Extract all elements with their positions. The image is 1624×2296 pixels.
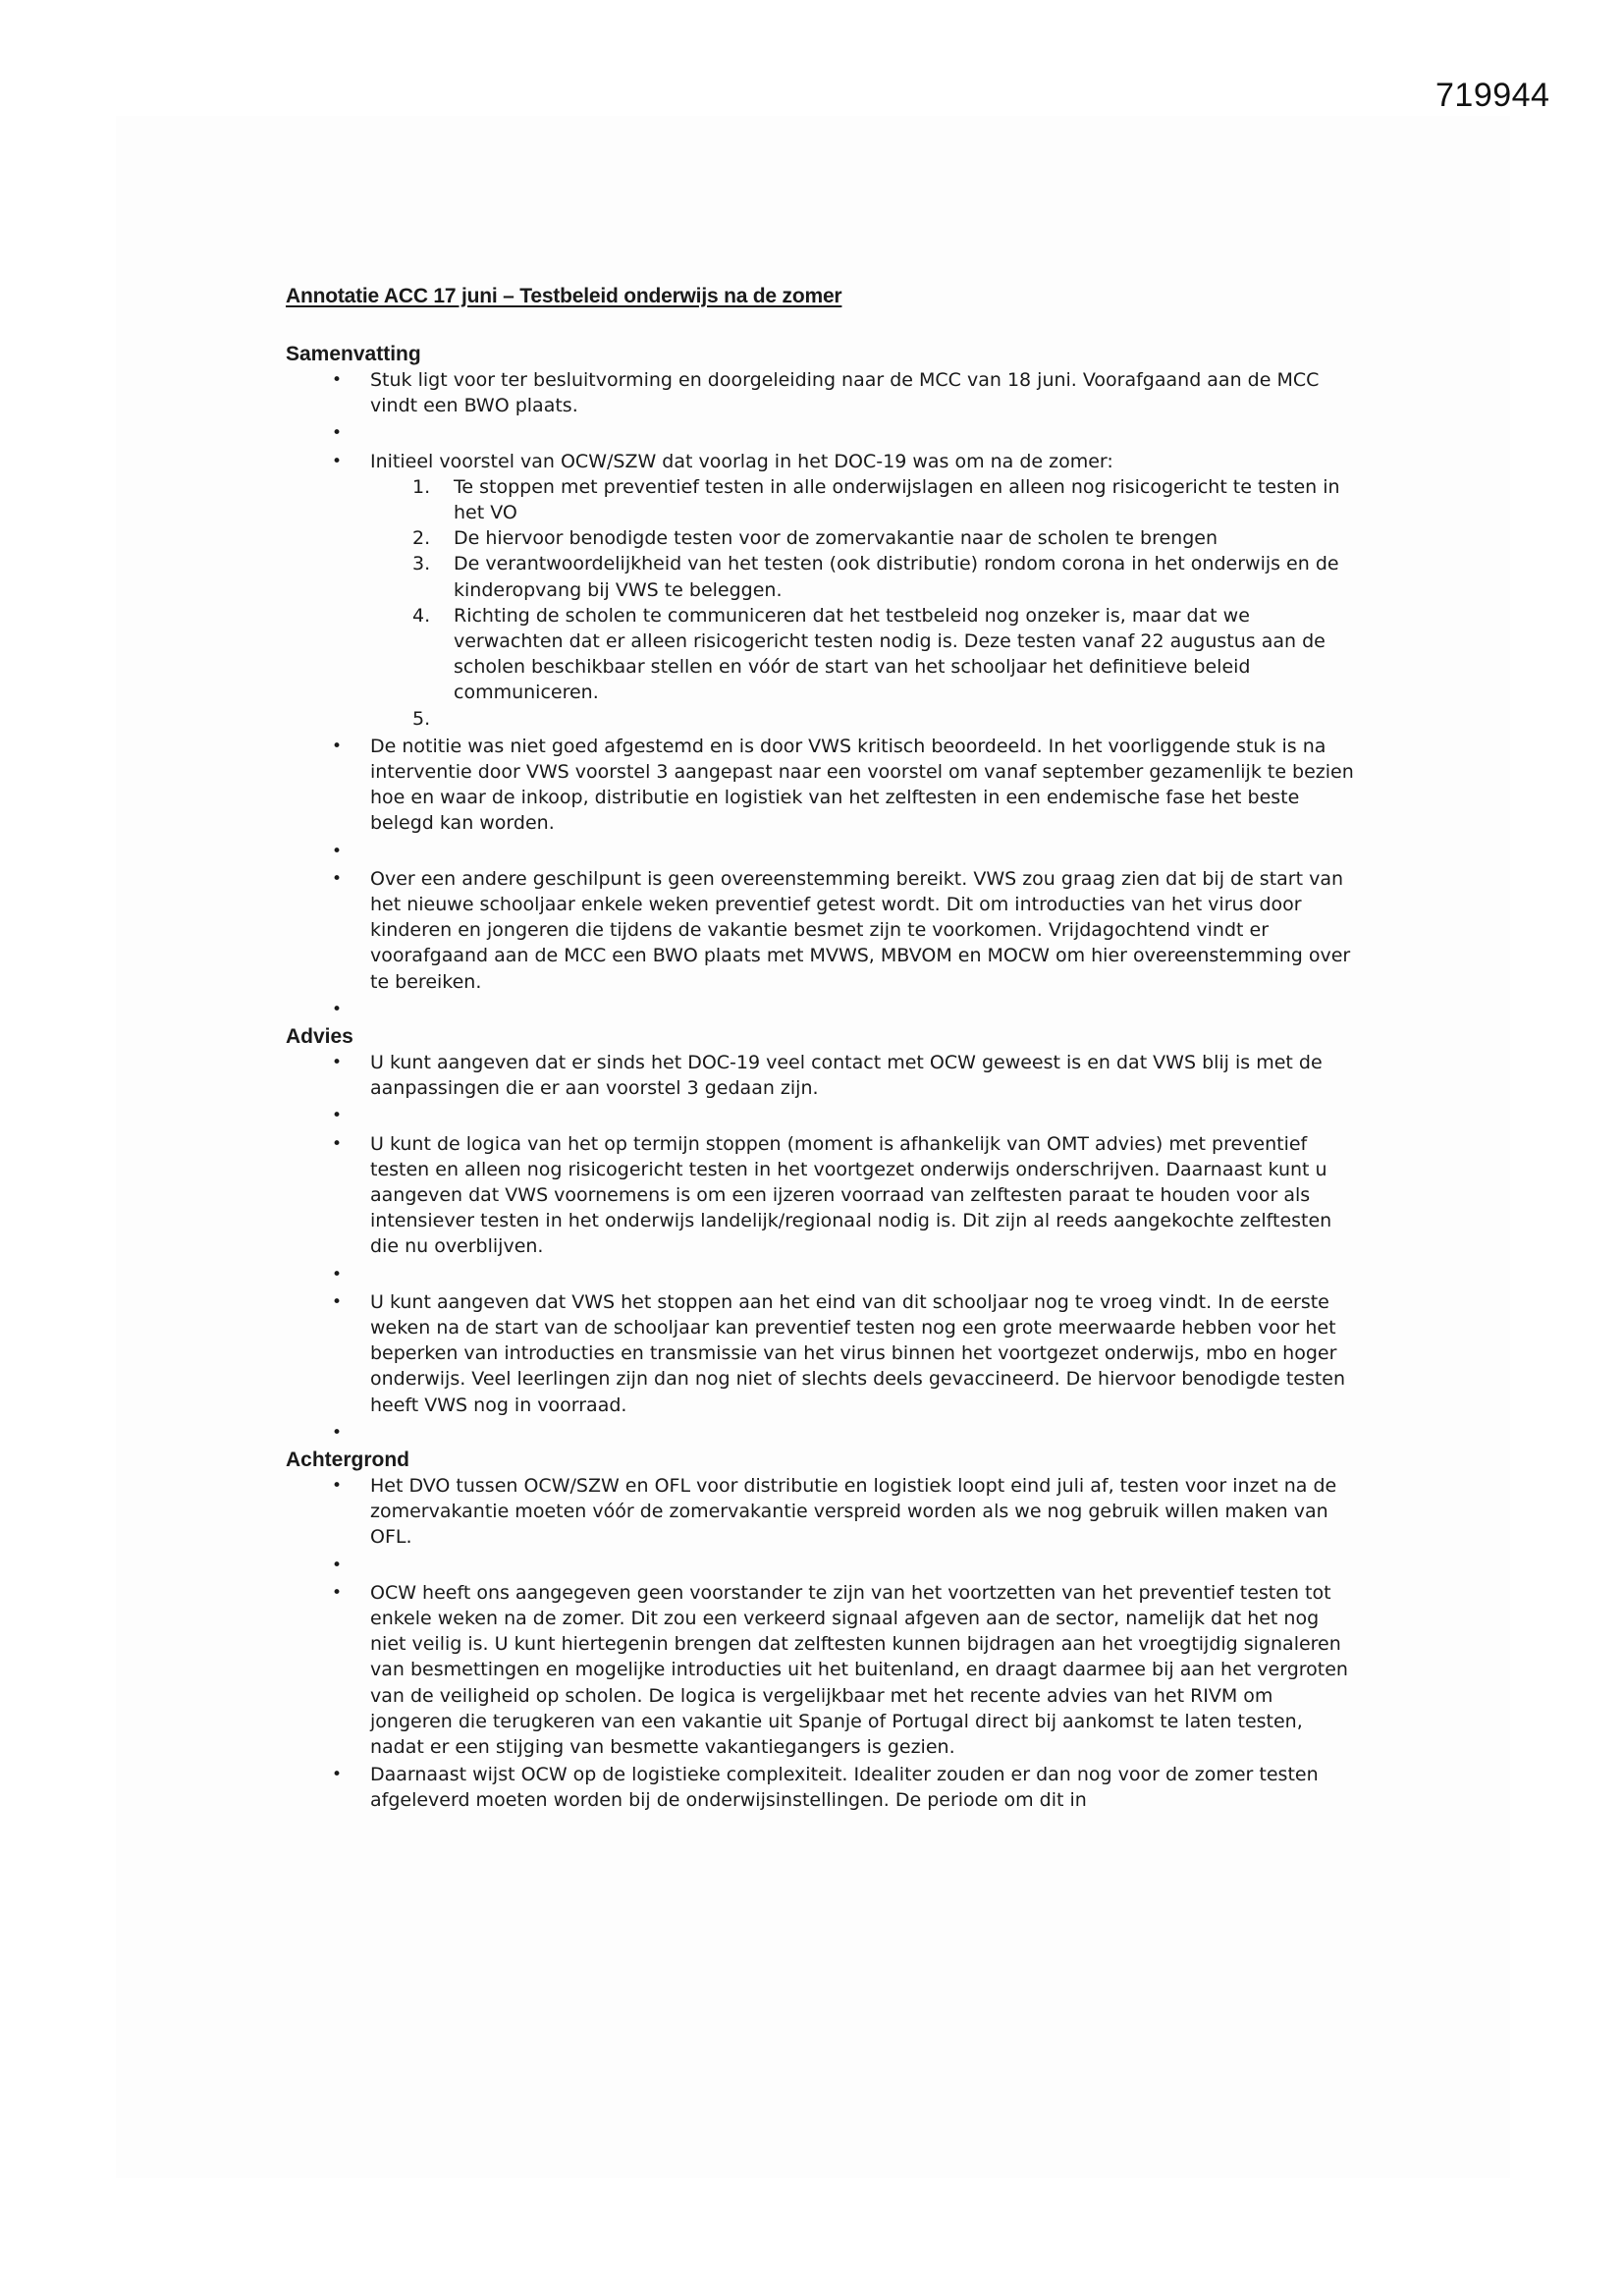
bullet-icon: • xyxy=(332,1264,343,1285)
document-number: 719944 xyxy=(1435,77,1550,114)
bullet-icon: • xyxy=(332,1053,343,1073)
list-item xyxy=(286,449,1356,732)
item-number: 4. xyxy=(412,604,431,627)
numbered-item xyxy=(370,474,1356,525)
bullet-icon: • xyxy=(332,1422,343,1443)
bullet-list xyxy=(286,367,1356,1022)
numbered-item xyxy=(370,706,1356,732)
section-achtergrond xyxy=(286,1448,1356,1814)
list-item xyxy=(286,1050,1356,1101)
list-item xyxy=(286,1131,1356,1260)
bullet-list xyxy=(286,1050,1356,1446)
list-item-text: OCW heeft ons aangegeven geen voorstander te zijn van het voortzetten van het preventief testen tot enkele weken na de zomer. Dit zou een verkeerd signaal afgeven aan de sector, namelijk dat het nog niet veilig is. U kunt hiertegenin brengen dat zelftesten kunnen bijdragen aan het vroegtijdig signaleren van besmettingen en mogelijke introducties uit het buitenland, en draagt daarmee bij aan het vergroten van de veiligheid op scholen. De logica is vergelijkbaar met het recente advies van het RIVM om jongeren die terugkeren van een vakantie uit Spanje of Portugal direct bij aankomst te laten testen, nadat er een stijging van besmette vakantiegangers is gezien. xyxy=(370,1581,1348,1759)
list-item-text: U kunt aangeven dat er sinds het DOC-19 veel contact met OCW geweest is en dat VWS blij is met de aanpassingen die er aan voorstel 3 gedaan zijn. xyxy=(370,1052,1323,1100)
list-item-text: De notitie was niet goed afgestemd en is door VWS kritisch beoordeeld. In het voorliggende stuk is na interventie door VWS voorstel 3 aangepast naar een voorstel om vanaf september gezamenlijk te bezien hoe en waar de inkoop, distributie en logistiek van het zelftesten in een endemische fase het beste belegd kan worden. xyxy=(370,735,1354,835)
document-title: Annotatie ACC 17 juni – Testbeleid onderwijs na de zomer xyxy=(286,285,842,307)
bullet-icon: • xyxy=(332,868,343,889)
bullet-icon: • xyxy=(332,1133,343,1154)
list-item xyxy=(286,866,1356,995)
list-item-empty xyxy=(286,1103,1356,1128)
list-item xyxy=(286,1580,1356,1760)
list-item-empty xyxy=(286,839,1356,864)
bullet-list xyxy=(286,1473,1356,1814)
item-number: 3. xyxy=(412,553,431,575)
section-heading: Achtergrond xyxy=(286,1449,409,1472)
list-item-text: Stuk ligt voor ter besluitvorming en doorgeleiding naar de MCC van 18 juni. Voorafgaand aan de MCC vindt een BWO plaats. xyxy=(370,369,1320,417)
section-samenvatting xyxy=(286,342,1356,1022)
list-item-text: U kunt aangeven dat VWS het stoppen aan het eind van dit schooljaar nog te vroeg vindt. In de eerste weken na de start van de schooljaar kan preventief testen nog een grote meerwaarde hebben voor het beperken van introducties en transmissie van het virus binnen het voortgezet onderwijs, mbo en hoger onderwijs. Veel leerlingen zijn dan nog niet of slechts deels gevaccineerd. De hiervoor benodigde testen heeft VWS nog in voorraad. xyxy=(370,1290,1346,1416)
bullet-icon: • xyxy=(332,841,343,861)
numbered-item-text: De hiervoor benodigde testen voor de zomervakantie naar de scholen te brengen xyxy=(454,527,1218,550)
bullet-icon: • xyxy=(332,1291,343,1312)
section-heading: Samenvatting xyxy=(286,343,421,365)
list-item xyxy=(286,1289,1356,1418)
bullet-icon: • xyxy=(332,736,343,756)
list-item-empty xyxy=(286,420,1356,446)
section-heading: Advies xyxy=(286,1025,353,1049)
list-item-text: Over een andere geschilpunt is geen overeenstemming bereikt. VWS zou graag zien dat bij de start van het nieuwe schooljaar enkele weken preventief getest wordt. Dit om introducties van het virus door kinderen en jongeren die tijdens de vakantie besmet zijn te voorkomen. Vrijdagochtend vindt er voorafgaand aan de MCC een BWO plaats met MVWS, MBVOM en MOCW om hier overeenstemming over te bereiken. xyxy=(370,867,1351,993)
bullet-icon: • xyxy=(332,451,343,471)
list-item-empty xyxy=(286,997,1356,1022)
list-item xyxy=(286,367,1356,418)
list-item-empty xyxy=(286,1262,1356,1287)
list-item-text: Daarnaast wijst OCW op de logistieke complexiteit. Idealiter zouden er dan nog voor de zomer testen afgeleverd moeten worden bij de onderwijsinstellingen. De periode om dit in xyxy=(370,1764,1319,1812)
list-item xyxy=(286,734,1356,837)
numbered-item-text: Richting de scholen te communiceren dat het testbeleid nog onzeker is, maar dat we verwachten dat er alleen risicogericht testen nodig is. Deze testen vanaf 22 augustus aan de scholen beschikbaar stellen en vóór de start van het schooljaar het definitieve beleid communiceren. xyxy=(454,604,1326,704)
list-item-text: Initieel voorstel van OCW/SZW dat voorlag in het DOC-19 was om na de zomer: xyxy=(370,450,1113,472)
bullet-icon: • xyxy=(332,1555,343,1575)
item-number: 5. xyxy=(412,707,431,730)
numbered-item xyxy=(370,525,1356,551)
bullet-icon: • xyxy=(332,1765,343,1785)
document-body xyxy=(286,285,1356,1816)
list-item xyxy=(286,1762,1356,1813)
list-item-empty xyxy=(286,1553,1356,1578)
numbered-item-text: De verantwoordelijkheid van het testen (ook distributie) rondom corona in het onderwijs en de kinderopvang bij VWS te beleggen. xyxy=(454,553,1339,601)
numbered-list xyxy=(370,474,1356,732)
bullet-icon: • xyxy=(332,423,343,444)
list-item-empty xyxy=(286,1420,1356,1446)
section-advies xyxy=(286,1024,1356,1446)
list-item-text: U kunt de logica van het op termijn stoppen (moment is afhankelijk van OMT advies) met preventief testen en alleen nog risicogericht testen in het voortgezet onderwijs onderschrijven. Daarnaast kunt u aangeven dat VWS voornemens is om een ijzeren voorraad van zelftesten paraat te houden voor als intensiever testen in het onderwijs landelijk/regionaal nodig is. Dit zijn al reeds aangekochte zelftesten die nu overblijven. xyxy=(370,1132,1332,1258)
numbered-item xyxy=(370,603,1356,706)
numbered-item xyxy=(370,551,1356,602)
bullet-icon: • xyxy=(332,1106,343,1126)
bullet-icon: • xyxy=(332,1582,343,1603)
numbered-item-text: Te stoppen met preventief testen in alle onderwijslagen en alleen nog risicogericht te testen in het VO xyxy=(454,475,1340,523)
list-item-text: Het DVO tussen OCW/SZW en OFL voor distributie en logistiek loopt eind juli af, testen voor inzet na de zomervakantie moeten vóór de zomervakantie verspreid worden als we nog gebruik willen maken van OFL. xyxy=(370,1475,1337,1549)
list-item xyxy=(286,1473,1356,1551)
item-number: 1. xyxy=(412,475,431,498)
item-number: 2. xyxy=(412,527,431,550)
bullet-icon: • xyxy=(332,1476,343,1497)
bullet-icon: • xyxy=(332,370,343,390)
bullet-icon: • xyxy=(332,999,343,1019)
